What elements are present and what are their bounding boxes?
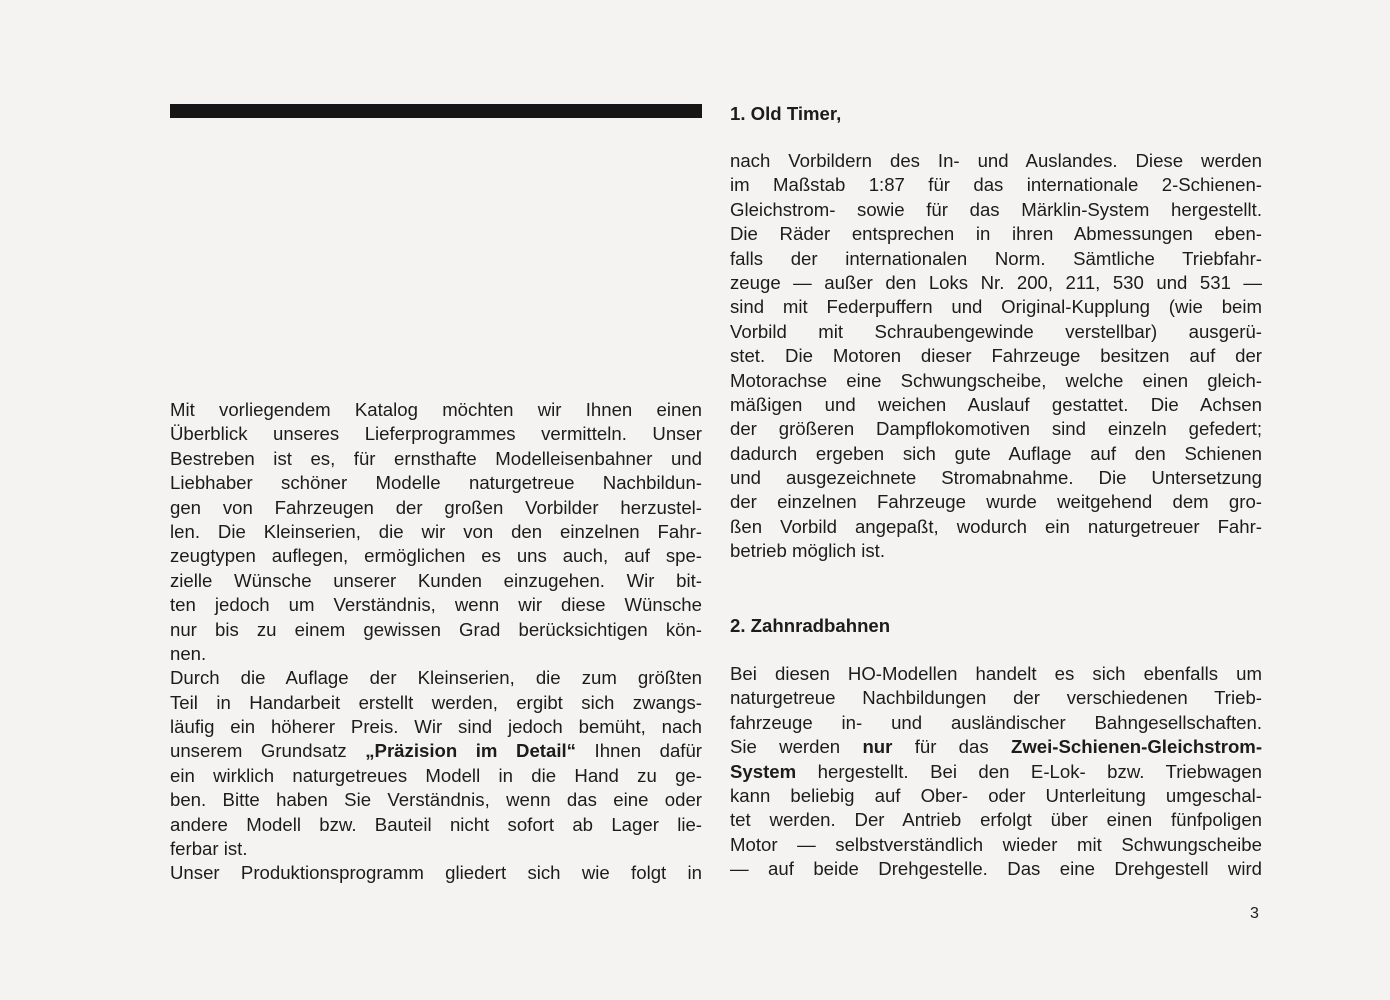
page-number: 3 (1250, 905, 1259, 922)
text-line: naturgetreue Nachbildungen der verschiedenen Trieb- (730, 687, 1262, 709)
emphasis-system-name: Zwei-Schienen-Gleichstrom- (1010, 736, 1263, 758)
text-line: tet werden. Der Antrieb erfolgt über einen fünfpoligen (730, 809, 1262, 831)
emphasis-system-name: System (730, 760, 797, 782)
text-line: len. Die Kleinserien, die wir von den einzelnen Fahr- (170, 520, 702, 542)
text-line: kann beliebig auf Ober- oder Unterleitung umgeschal- (730, 784, 1262, 806)
motto-emphasis: „Präzision im Detail“ (365, 740, 576, 762)
decorative-black-bar (170, 104, 702, 118)
text-line: ferbar ist. (170, 838, 248, 860)
text-segment: unserem Grundsatz (170, 740, 347, 762)
section-zahnradbahnen-text (730, 662, 1262, 882)
section-heading-zahnradbahnen: 2. Zahnradbahnen (730, 615, 891, 636)
text-line: Bestreben ist es, für ernsthafte Modelleisenbahner und (170, 447, 702, 469)
text-line: Gleichstrom- sowie für das Märklin-System hergestellt. (730, 198, 1262, 220)
text-segment: Sie werden (730, 736, 841, 758)
text-segment: für das (914, 736, 989, 758)
text-line: fahrzeuge in- und ausländischer Bahngesellschaften. (730, 711, 1262, 733)
text-line: nen. (170, 642, 207, 664)
section-heading-old-timer: 1. Old Timer, (730, 103, 842, 124)
text-line: Überblick unseres Lieferprogrammes vermitteln. Unser (170, 423, 702, 445)
text-line: andere Modell bzw. Bauteil nicht sofort ab Lager lie- (170, 813, 702, 835)
text-line: der größeren Dampflokomotiven sind einzeln gefedert; (730, 418, 1262, 440)
text-line: Bei diesen HO-Modellen handelt es sich ebenfalls um (730, 663, 1262, 684)
text-line: betrieb möglich ist. (730, 540, 886, 562)
section-old-timer-text (730, 149, 1262, 564)
text-line: nur bis zu einem gewissen Grad berücksichtigen kön- (170, 618, 702, 640)
intro-text-column (170, 398, 702, 886)
text-segment: hergestellt. Bei den E-Lok- bzw. Triebwagen (817, 760, 1262, 782)
text-line: der einzelnen Fahrzeuge wurde weitgehend dem gro- (730, 491, 1262, 513)
text-line: Motor — selbstverständlich wieder mit Schwungscheibe (730, 833, 1262, 855)
text-line: zeugtypen auflegen, ermöglichen es uns auch, auf spe- (170, 545, 702, 567)
text-line: Liebhaber schöner Modelle naturgetreue Nachbildun- (170, 472, 702, 494)
text-line: sind mit Federpuffern und Original-Kupplung (wie beim (730, 296, 1262, 318)
text-line: Motorachse eine Schwungscheibe, welche einen gleich- (730, 369, 1262, 391)
text-line: ben. Bitte haben Sie Verständnis, wenn das eine oder (170, 789, 702, 811)
text-line: — auf beide Drehgestelle. Das eine Drehgestell wird (730, 858, 1262, 880)
text-line: dadurch ergeben sich gute Auflage auf den Schienen (730, 442, 1262, 464)
text-line: ten jedoch um Verständnis, wenn wir diese Wünsche (170, 594, 702, 616)
text-line: Unser Produktionsprogramm gliedert sich wie folgt in (170, 862, 702, 884)
text-line-mixed (170, 739, 702, 763)
text-line: stet. Die Motoren dieser Fahrzeuge besitzen auf der (730, 345, 1262, 367)
text-line: Durch die Auflage der Kleinserien, die zum größten (170, 667, 702, 689)
text-line: nach Vorbildern des In- und Auslandes. Diese werden (730, 150, 1262, 171)
text-segment: Ihnen dafür (594, 740, 702, 762)
text-line: Die Räder entsprechen in ihren Abmessungen eben- (730, 223, 1262, 245)
text-line: Mit vorliegendem Katalog möchten wir Ihnen einen (170, 399, 702, 420)
text-line: ßen Vorbild angepaßt, wodurch ein naturgetreuer Fahr- (730, 515, 1262, 537)
text-line: gen von Fahrzeugen der großen Vorbilder herzustel- (170, 496, 702, 518)
text-line: zielle Wünsche unserer Kunden einzugehen. Wir bit- (170, 569, 702, 591)
text-line: Teil in Handarbeit erstellt werden, ergibt sich zwangs- (170, 691, 702, 713)
text-line: im Maßstab 1:87 für das internationale 2-Schienen- (730, 174, 1262, 196)
text-line: falls der internationalen Norm. Sämtliche Triebfahr- (730, 247, 1262, 269)
text-line: läufig ein höherer Preis. Wir sind jedoch bemüht, nach (170, 716, 702, 738)
text-line: mäßigen und weichen Auslauf gestattet. Die Achsen (730, 393, 1262, 415)
text-line: und ausgezeichnete Stromabnahme. Die Untersetzung (730, 467, 1262, 489)
text-line-mixed (730, 735, 1262, 759)
text-line: zeuge — außer den Loks Nr. 200, 211, 530 und 531 — (730, 271, 1262, 293)
text-line-mixed (730, 760, 1262, 784)
text-line: Vorbild mit Schraubengewinde verstellbar) ausgerü- (730, 320, 1262, 342)
emphasis-nur: nur (862, 736, 893, 758)
text-line: ein wirklich naturgetreues Modell in die Hand zu ge- (170, 764, 702, 786)
